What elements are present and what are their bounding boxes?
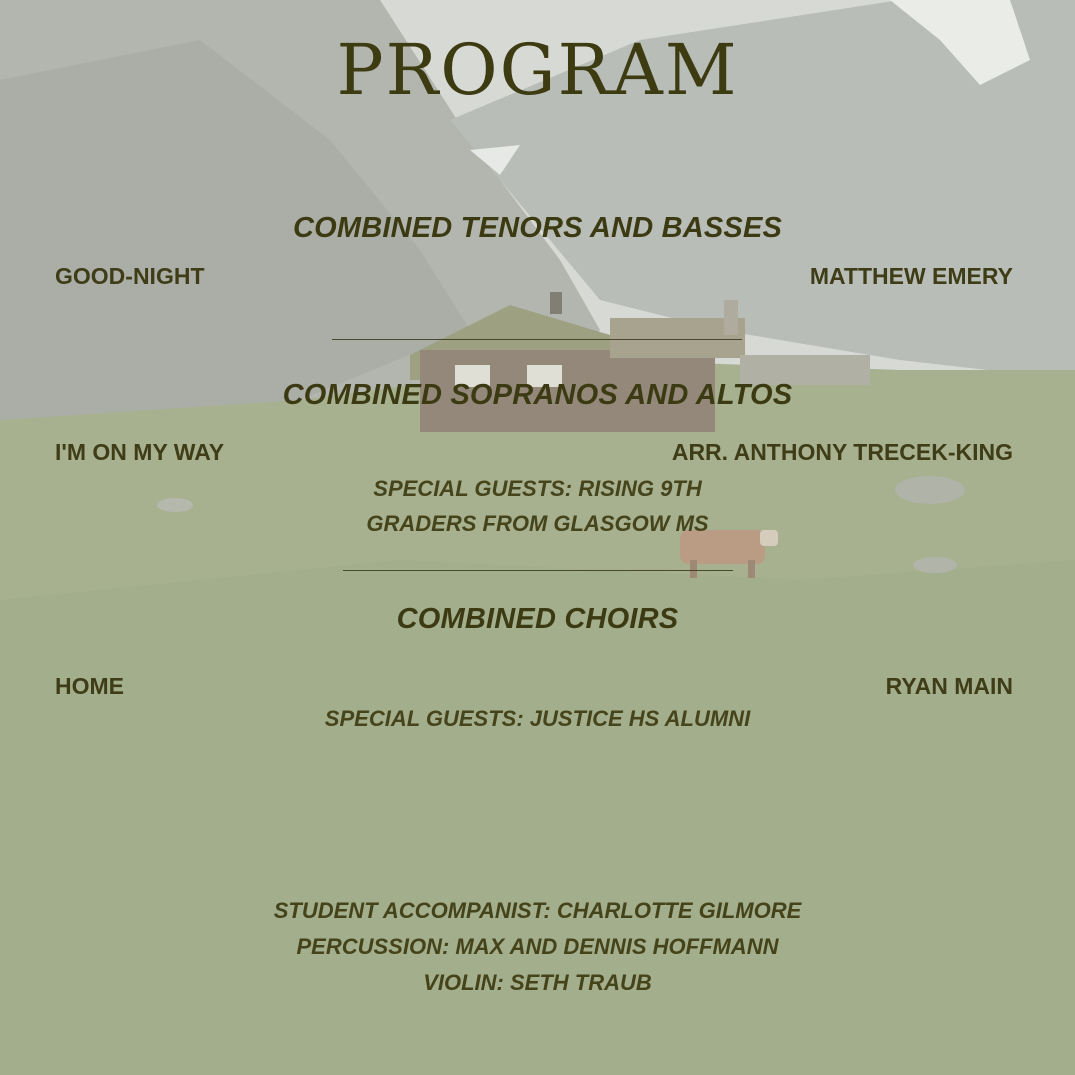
credit-line-violin: VIOLIN: SETH TRAUB	[423, 970, 652, 995]
special-guests-note: SPECIAL GUESTS: RISING 9TH	[373, 476, 702, 501]
section-divider	[343, 570, 733, 571]
credit-line-percussion: PERCUSSION: MAX AND DENNIS HOFFMANN	[296, 934, 779, 959]
special-guests-note: SPECIAL GUESTS: JUSTICE HS ALUMNI	[324, 706, 751, 731]
performer-credits	[0, 893, 1075, 1001]
piece-title: I'M ON MY WAY	[55, 439, 225, 465]
composer-name: MATTHEW EMERY	[809, 263, 1013, 289]
composer-name: RYAN MAIN	[885, 673, 1013, 699]
special-guests-note: GRADERS FROM GLASGOW MS	[366, 511, 709, 536]
section-heading-tenors-basses: COMBINED TENORS AND BASSES	[292, 212, 783, 244]
piece-title: GOOD-NIGHT	[55, 263, 205, 289]
section-heading-combined-choirs: COMBINED CHOIRS	[396, 603, 679, 635]
section-heading-sopranos-altos: COMBINED SOPRANOS AND ALTOS	[282, 379, 793, 411]
page-title: PROGRAM	[336, 29, 739, 111]
piece-title: HOME	[55, 673, 124, 699]
composer-name: ARR. ANTHONY TRECEK-KING	[671, 439, 1013, 465]
credit-line-accompanist: STUDENT ACCOMPANIST: CHARLOTTE GILMORE	[273, 898, 802, 923]
section-divider	[332, 339, 742, 340]
